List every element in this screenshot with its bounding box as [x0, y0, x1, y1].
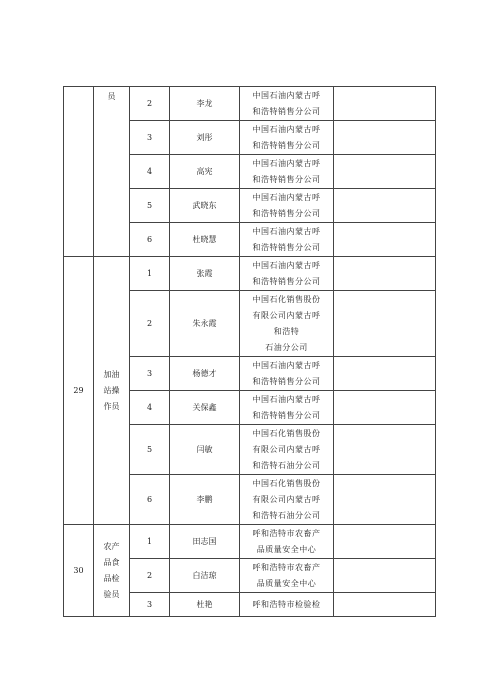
group-index-cell: 30: [64, 525, 94, 617]
employer-line: 中国石油内蒙古呼: [252, 360, 321, 370]
group-index-cell: [64, 87, 94, 257]
employer-line: 呼和浩特市检验检: [252, 599, 321, 609]
employer-line: 中国石化销售股份: [252, 428, 321, 438]
employer-line: 和浩特: [273, 326, 300, 336]
employer-cell: [240, 121, 334, 155]
row-number-cell: 1: [130, 257, 170, 291]
employer-line: 呼和浩特市农畜产: [252, 562, 321, 572]
employer-cell: [240, 291, 334, 357]
table-row: [64, 87, 436, 121]
person-name-cell: 杜艳: [170, 593, 240, 617]
employer-line: 和浩特石油分公司: [252, 460, 321, 470]
remarks-cell: [334, 425, 436, 475]
remarks-cell: [334, 593, 436, 617]
person-name-cell: 杜晓慧: [170, 223, 240, 257]
remarks-cell: [334, 525, 436, 559]
table-row: [64, 525, 436, 559]
remarks-cell: [334, 257, 436, 291]
row-number-cell: 5: [130, 189, 170, 223]
category-line: 加油: [103, 369, 120, 379]
remarks-cell: [334, 475, 436, 525]
employer-line: 和浩特销售分公司: [252, 276, 321, 286]
row-number-cell: 4: [130, 155, 170, 189]
employer-line: 中国石油内蒙古呼: [252, 90, 321, 100]
employer-cell: [240, 257, 334, 291]
employer-line: 和浩特石油分公司: [252, 510, 321, 520]
employer-line: 中国石油内蒙古呼: [252, 226, 321, 236]
employer-cell: [240, 525, 334, 559]
table-row: [64, 257, 436, 291]
group-category-cell: 员: [94, 87, 130, 257]
employer-cell: [240, 559, 334, 593]
employer-line: 和浩特销售分公司: [252, 208, 321, 218]
employer-line: 和浩特销售分公司: [252, 106, 321, 116]
employer-line: 品质量安全中心: [256, 544, 317, 554]
remarks-cell: [334, 223, 436, 257]
employer-cell: [240, 593, 334, 617]
category-line: 品食: [103, 557, 120, 567]
group-category-cell: [94, 525, 130, 617]
category-line: 站操: [103, 385, 120, 395]
group-index-cell: 29: [64, 257, 94, 525]
remarks-cell: [334, 87, 436, 121]
row-number-cell: 2: [130, 87, 170, 121]
person-name-cell: 白洁琼: [170, 559, 240, 593]
category-line: 作员: [103, 401, 120, 411]
employer-line: 有限公司内蒙古呼: [252, 444, 321, 454]
employer-line: 有限公司内蒙古呼: [252, 494, 321, 504]
row-number-cell: 2: [130, 291, 170, 357]
remarks-cell: [334, 155, 436, 189]
remarks-cell: [334, 391, 436, 425]
category-line: 农产: [103, 541, 120, 551]
row-number-cell: 4: [130, 391, 170, 425]
employer-line: 中国石化销售股份: [252, 478, 321, 488]
employer-cell: [240, 189, 334, 223]
row-number-cell: 3: [130, 357, 170, 391]
row-number-cell: 3: [130, 593, 170, 617]
employer-cell: [240, 155, 334, 189]
employer-cell: [240, 425, 334, 475]
employer-line: 和浩特销售分公司: [252, 410, 321, 420]
person-name-cell: 闫敏: [170, 425, 240, 475]
employer-cell: [240, 391, 334, 425]
row-number-cell: 1: [130, 525, 170, 559]
category-line: 品检: [103, 573, 120, 583]
remarks-cell: [334, 291, 436, 357]
remarks-cell: [334, 189, 436, 223]
person-name-cell: 关保鑫: [170, 391, 240, 425]
person-name-cell: 李龙: [170, 87, 240, 121]
employer-line: 中国石油内蒙古呼: [252, 158, 321, 168]
category-line: 验员: [103, 589, 120, 599]
person-name-cell: 杨德才: [170, 357, 240, 391]
row-number-cell: 5: [130, 425, 170, 475]
person-name-cell: 田志国: [170, 525, 240, 559]
employer-line: 中国石油内蒙古呼: [252, 124, 321, 134]
row-number-cell: 6: [130, 223, 170, 257]
employer-line: 和浩特销售分公司: [252, 140, 321, 150]
employer-line: 品质量安全中心: [256, 578, 317, 588]
employer-line: 和浩特销售分公司: [252, 242, 321, 252]
remarks-cell: [334, 559, 436, 593]
employer-cell: [240, 223, 334, 257]
personnel-table: [63, 86, 436, 617]
remarks-cell: [334, 357, 436, 391]
person-name-cell: 张霞: [170, 257, 240, 291]
employer-line: 中国石油内蒙古呼: [252, 260, 321, 270]
remarks-cell: [334, 121, 436, 155]
person-name-cell: 李鹏: [170, 475, 240, 525]
table-body: [64, 87, 436, 617]
employer-line: 中国石化销售股份: [252, 294, 321, 304]
employer-line: 石油分公司: [265, 342, 308, 352]
employer-line: 中国石油内蒙古呼: [252, 394, 321, 404]
person-name-cell: 刘彤: [170, 121, 240, 155]
employer-cell: [240, 475, 334, 525]
employer-line: 中国石油内蒙古呼: [252, 192, 321, 202]
employer-cell: [240, 87, 334, 121]
employer-line: 和浩特销售分公司: [252, 174, 321, 184]
person-name-cell: 武晓东: [170, 189, 240, 223]
person-name-cell: 高宪: [170, 155, 240, 189]
row-number-cell: 6: [130, 475, 170, 525]
employer-line: 呼和浩特市农畜产: [252, 528, 321, 538]
employer-line: 有限公司内蒙古呼: [252, 310, 321, 320]
row-number-cell: 3: [130, 121, 170, 155]
employer-line: 和浩特销售分公司: [252, 376, 321, 386]
employer-cell: [240, 357, 334, 391]
person-name-cell: 朱永霞: [170, 291, 240, 357]
group-category-cell: [94, 257, 130, 525]
row-number-cell: 2: [130, 559, 170, 593]
